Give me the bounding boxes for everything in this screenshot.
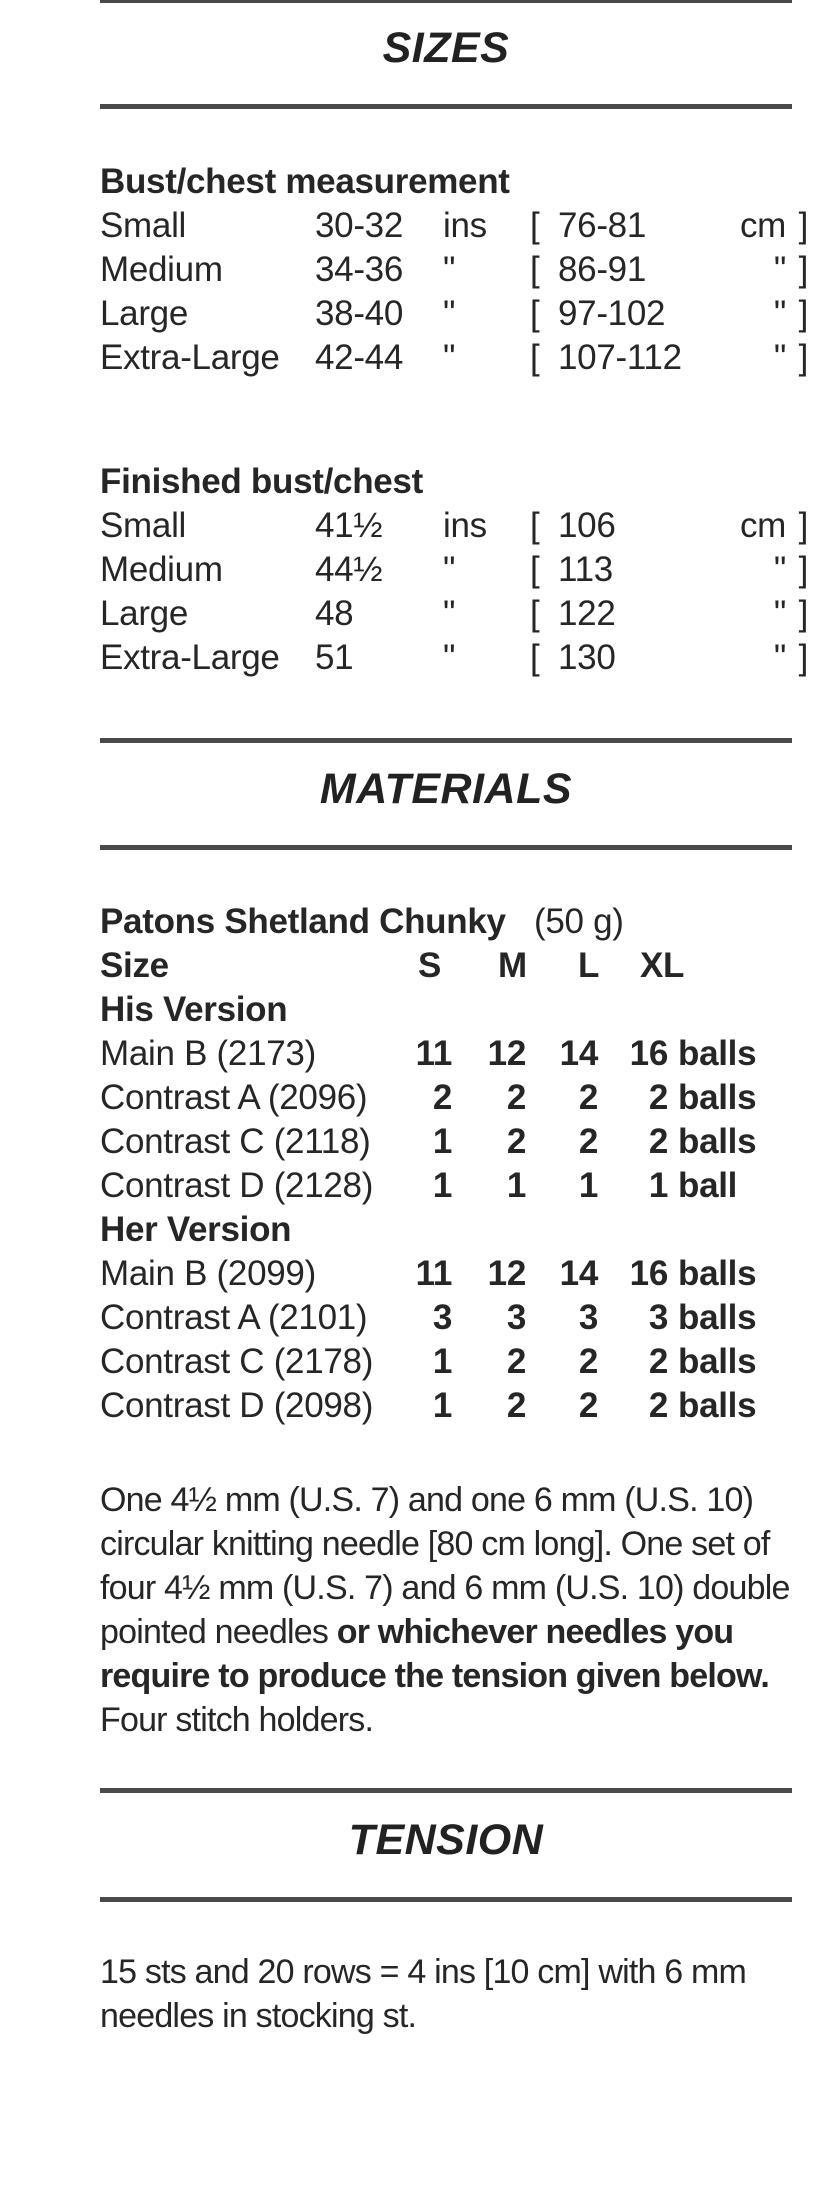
size-name: Large — [100, 594, 189, 633]
finished-heading: Finished bust/chest — [100, 462, 423, 501]
ins-unit: " — [443, 638, 456, 677]
close-bracket: ] — [798, 338, 808, 377]
his-heading: His Version — [100, 990, 288, 1029]
ball-count: 3 — [506, 1298, 526, 1337]
ball-count: 1 — [432, 1342, 452, 1381]
yarn-color: Contrast A (2096) — [100, 1078, 368, 1117]
yarn-row — [100, 1252, 800, 1296]
yarn-row — [100, 1296, 800, 1340]
size-col-s: S — [418, 946, 442, 985]
ins-unit: ins — [443, 206, 487, 245]
cm-unit: cm — [739, 506, 786, 545]
ball-count: 12 — [487, 1254, 526, 1293]
cm-unit: cm — [739, 206, 786, 245]
needles-paragraph — [100, 1478, 800, 1742]
cm-unit: " — [773, 338, 786, 377]
ball-count: 3 — [432, 1298, 452, 1337]
tension-rule — [100, 1897, 792, 1902]
cm-unit: " — [773, 550, 786, 589]
close-bracket: ] — [798, 294, 808, 333]
size-row — [100, 292, 808, 336]
ball-unit: balls — [678, 1078, 757, 1117]
tension-top-rule — [100, 1788, 792, 1793]
ins-unit: " — [443, 294, 456, 333]
ball-count: 1 — [648, 1166, 668, 1205]
ins-unit: " — [443, 250, 456, 289]
ins-value: 34-36 — [315, 250, 404, 289]
needles-text-bold: or whichever needles you require to produce the tension given below. — [100, 1613, 769, 1695]
size-row — [100, 204, 808, 248]
yarn-row — [100, 1032, 800, 1076]
ball-count: 2 — [506, 1122, 526, 1161]
ball-count: 2 — [506, 1078, 526, 1117]
size-col-xl: XL — [640, 946, 685, 985]
yarn-row — [100, 1340, 800, 1384]
yarn-row — [100, 1120, 800, 1164]
ball-count: 14 — [559, 1254, 598, 1293]
tension-title: TENSION — [348, 1816, 544, 1864]
needles-text-2: Four stitch holders. — [100, 1701, 374, 1739]
close-bracket: ] — [798, 250, 808, 289]
tension-text: 15 sts and 20 rows = 4 ins [10 cm] with 6 mm needles in stocking st. — [100, 1953, 747, 2035]
cm-unit: " — [773, 294, 786, 333]
yarn-row — [100, 1164, 800, 1208]
ball-count: 2 — [648, 1342, 668, 1381]
ball-unit: balls — [678, 1122, 757, 1161]
ball-count: 14 — [559, 1034, 598, 1073]
yarn-row — [100, 1384, 800, 1428]
ins-value: 42-44 — [315, 338, 404, 377]
ins-value: 30-32 — [315, 206, 404, 245]
yarn-weight: (50 g) — [534, 902, 624, 941]
cm-unit: " — [773, 250, 786, 289]
ball-count: 2 — [432, 1078, 452, 1117]
ins-value: 38-40 — [315, 294, 404, 333]
sizes-rule — [100, 104, 792, 109]
yarn-line — [100, 900, 800, 944]
ball-count: 2 — [506, 1342, 526, 1381]
size-name: Small — [100, 506, 187, 545]
ball-unit: balls — [678, 1298, 757, 1337]
ball-count: 2 — [578, 1122, 598, 1161]
cm-value: 97-102 — [558, 294, 666, 333]
size-name: Medium — [100, 550, 223, 589]
size-row — [100, 504, 808, 548]
ball-count: 2 — [578, 1342, 598, 1381]
ball-unit: ball — [678, 1166, 738, 1205]
cm-value: 106 — [558, 506, 616, 545]
her-heading: Her Version — [100, 1210, 292, 1249]
yarn-color: Contrast C (2178) — [100, 1342, 374, 1381]
ball-count: 2 — [578, 1386, 598, 1425]
ins-unit: ins — [443, 506, 487, 545]
ball-count: 1 — [578, 1166, 598, 1205]
size-col-l: L — [578, 946, 600, 985]
close-bracket: ] — [798, 594, 808, 633]
ball-unit: balls — [678, 1254, 757, 1293]
open-bracket: [ — [530, 550, 540, 589]
ball-count: 3 — [648, 1298, 668, 1337]
size-header-row — [100, 944, 800, 988]
yarn-color: Contrast A (2101) — [100, 1298, 368, 1337]
ball-count: 3 — [578, 1298, 598, 1337]
close-bracket: ] — [798, 506, 808, 545]
open-bracket: [ — [530, 250, 540, 289]
ball-count: 12 — [487, 1034, 526, 1073]
ball-unit: balls — [678, 1034, 757, 1073]
sizes-title: SIZES — [382, 24, 510, 72]
open-bracket: [ — [530, 294, 540, 333]
size-name: Large — [100, 294, 189, 333]
yarn-color: Contrast D (2128) — [100, 1166, 374, 1205]
size-col-m: M — [498, 946, 527, 985]
open-bracket: [ — [530, 338, 540, 377]
yarn-color: Main B (2099) — [100, 1254, 316, 1293]
size-row — [100, 592, 808, 636]
ball-count: 2 — [648, 1078, 668, 1117]
ball-count: 2 — [648, 1122, 668, 1161]
open-bracket: [ — [530, 206, 540, 245]
ball-unit: balls — [678, 1386, 757, 1425]
bust-heading: Bust/chest measurement — [100, 162, 510, 201]
open-bracket: [ — [530, 594, 540, 633]
close-bracket: ] — [798, 638, 808, 677]
size-row — [100, 336, 808, 380]
size-name: Small — [100, 206, 187, 245]
ball-count: 16 — [629, 1034, 668, 1073]
ball-count: 2 — [506, 1386, 526, 1425]
size-row — [100, 636, 808, 680]
yarn-name: Patons Shetland Chunky — [100, 902, 506, 941]
size-name: Medium — [100, 250, 223, 289]
ball-count: 1 — [506, 1166, 526, 1205]
cm-value: 130 — [558, 638, 616, 677]
yarn-color: Contrast C (2118) — [100, 1122, 371, 1161]
needles-text-1: One 4½ mm (U.S. 7) and one 6 mm (U.S. 10) circular knitting needle [80 cm long]. One set of four 4½ mm (U.S. 7) and 6 mm (U.S. 10) double pointed needles — [100, 1481, 790, 1651]
materials-top-rule — [100, 738, 792, 743]
ball-count: 1 — [432, 1166, 452, 1205]
cm-value: 113 — [558, 550, 613, 589]
ball-count: 11 — [415, 1254, 452, 1293]
ins-value: 41½ — [315, 506, 383, 545]
size-name: Extra-Large — [100, 338, 280, 377]
ins-unit: " — [443, 594, 456, 633]
cm-unit: " — [773, 638, 786, 677]
cm-unit: " — [773, 594, 786, 633]
materials-title: MATERIALS — [319, 765, 573, 813]
size-label: Size — [100, 946, 169, 985]
cm-value: 86-91 — [558, 250, 647, 289]
cm-value: 107-112 — [558, 338, 682, 377]
ball-count: 16 — [629, 1254, 668, 1293]
ins-value: 44½ — [315, 550, 383, 589]
ball-count: 11 — [415, 1034, 452, 1073]
ball-count: 2 — [578, 1078, 598, 1117]
open-bracket: [ — [530, 506, 540, 545]
ball-count: 1 — [432, 1386, 452, 1425]
ball-count: 1 — [432, 1122, 452, 1161]
ins-value: 51 — [315, 638, 354, 677]
open-bracket: [ — [530, 638, 540, 677]
size-row — [100, 248, 808, 292]
ball-unit: balls — [678, 1342, 757, 1381]
yarn-color: Main B (2173) — [100, 1034, 316, 1073]
top-rule — [100, 0, 792, 3]
materials-rule — [100, 845, 792, 850]
close-bracket: ] — [798, 550, 808, 589]
ins-value: 48 — [315, 594, 354, 633]
ball-count: 2 — [648, 1386, 668, 1425]
ins-unit: " — [443, 338, 456, 377]
cm-value: 122 — [558, 594, 616, 633]
cm-value: 76-81 — [558, 206, 647, 245]
ins-unit: " — [443, 550, 456, 589]
close-bracket: ] — [798, 206, 808, 245]
yarn-row — [100, 1076, 800, 1120]
yarn-color: Contrast D (2098) — [100, 1386, 374, 1425]
size-name: Extra-Large — [100, 638, 280, 677]
size-row — [100, 548, 808, 592]
